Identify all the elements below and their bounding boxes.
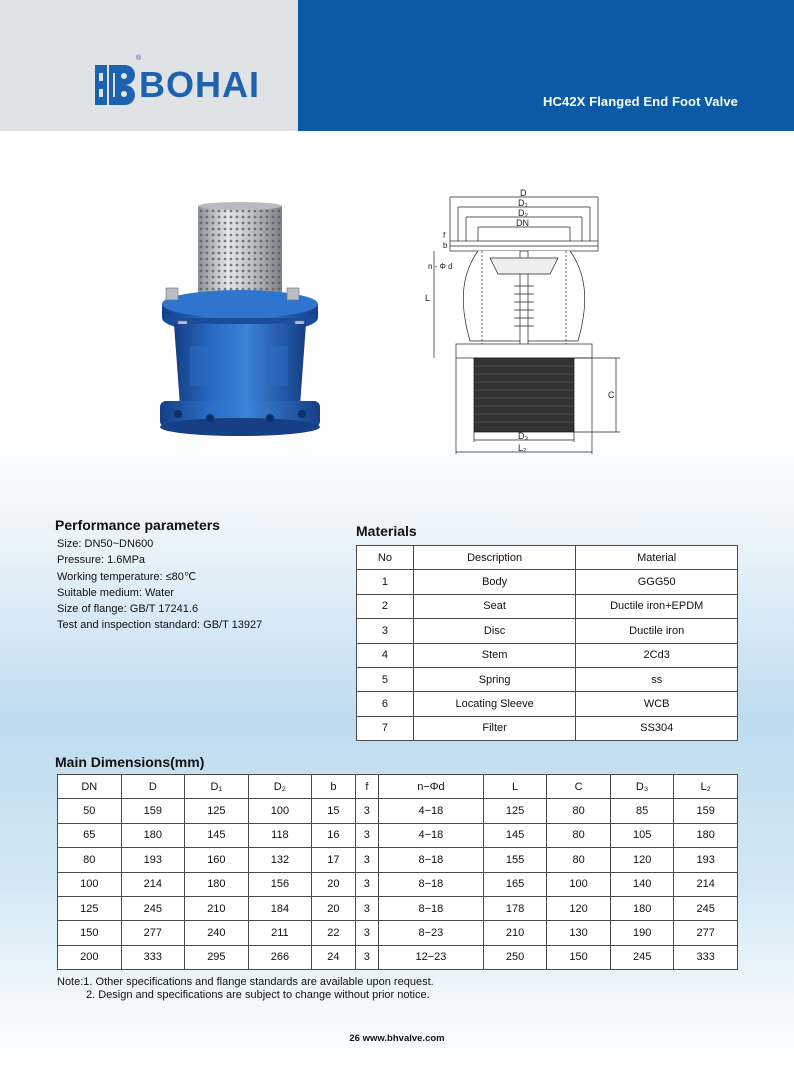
cell: 145: [185, 823, 249, 847]
cell: 210: [483, 921, 547, 945]
cell: 6: [357, 692, 414, 716]
cell: 120: [547, 896, 611, 920]
cell: 2Cd3: [576, 643, 738, 667]
header-cell: D: [121, 775, 185, 799]
cell: 4−18: [379, 799, 484, 823]
cell: 5: [357, 667, 414, 691]
perf-line: Test and inspection standard: GB/T 13927: [57, 619, 263, 632]
perf-line: Size: DN50~DN600: [57, 538, 154, 550]
label-f: f: [443, 231, 446, 240]
cell: 159: [121, 799, 185, 823]
cell: 15: [312, 799, 355, 823]
cell: 8−18: [379, 872, 484, 896]
table-row: [357, 619, 738, 643]
header-cell: f: [355, 775, 378, 799]
header-cell: L: [483, 775, 547, 799]
cell: 3: [355, 872, 378, 896]
cell: Filter: [413, 716, 576, 740]
note-line-2: 2. Design and specifications are subject to change without prior notice.: [86, 989, 430, 1001]
label-D2: D₂: [518, 208, 528, 218]
cell: 8−18: [379, 896, 484, 920]
header-cell: Description: [413, 546, 576, 570]
cell: 8−18: [379, 848, 484, 872]
cell: 20: [312, 896, 355, 920]
cell: 12−23: [379, 945, 484, 969]
cell: 125: [58, 896, 122, 920]
cell: 178: [483, 896, 547, 920]
cell: 150: [58, 921, 122, 945]
table-row: [357, 570, 738, 594]
cell: 7: [357, 716, 414, 740]
cell: 277: [121, 921, 185, 945]
cell: 100: [547, 872, 611, 896]
cell: 118: [248, 823, 312, 847]
cell: 3: [355, 799, 378, 823]
cell: 130: [547, 921, 611, 945]
registered-mark: ®: [136, 55, 142, 62]
label-D1: D₁: [518, 198, 528, 208]
cell: 17: [312, 848, 355, 872]
table-row: [357, 667, 738, 691]
cell: 140: [610, 872, 674, 896]
cell: 214: [674, 872, 738, 896]
cell: Ductile iron: [576, 619, 738, 643]
cell: 80: [547, 799, 611, 823]
cell: 65: [58, 823, 122, 847]
cell: 245: [674, 896, 738, 920]
cell: Spring: [413, 667, 576, 691]
header-cell: n−Φd: [379, 775, 484, 799]
table-header-row: [58, 775, 738, 799]
cell: 1: [357, 570, 414, 594]
table-row: [357, 643, 738, 667]
cell: 4: [357, 643, 414, 667]
cell: ss: [576, 667, 738, 691]
cell: 16: [312, 823, 355, 847]
cell: 180: [674, 823, 738, 847]
perf-line: Suitable medium: Water: [57, 586, 174, 599]
cell: 165: [483, 872, 547, 896]
cell: 8−23: [379, 921, 484, 945]
cell: Locating Sleeve: [413, 692, 576, 716]
cell: 145: [483, 823, 547, 847]
table-row: [58, 848, 738, 872]
cell: 20: [312, 872, 355, 896]
cell: 105: [610, 823, 674, 847]
cell: 150: [547, 945, 611, 969]
cell: Disc: [413, 619, 576, 643]
cell: 3: [355, 945, 378, 969]
cell: 100: [248, 799, 312, 823]
table-row: [58, 872, 738, 896]
cell: 24: [312, 945, 355, 969]
table-row: [58, 823, 738, 847]
cell: 180: [185, 872, 249, 896]
cell: Stem: [413, 643, 576, 667]
cell: 4−18: [379, 823, 484, 847]
cell: 3: [357, 619, 414, 643]
cell: 125: [483, 799, 547, 823]
materials-table: [356, 545, 738, 741]
cell: 132: [248, 848, 312, 872]
table-header-row: [357, 546, 738, 570]
cell: 120: [610, 848, 674, 872]
header-title-bar: [298, 0, 794, 131]
table-row: [58, 896, 738, 920]
cell: 200: [58, 945, 122, 969]
cell: SS304: [576, 716, 738, 740]
header-cell: b: [312, 775, 355, 799]
website-link[interactable]: www.bhvalve.com: [362, 1033, 445, 1044]
cell: 3: [355, 896, 378, 920]
cell: WCB: [576, 692, 738, 716]
cell: 180: [121, 823, 185, 847]
performance-list: [57, 536, 262, 634]
cell: 100: [58, 872, 122, 896]
brand-wordmark: BOHAI: [139, 64, 260, 105]
header-cell: C: [547, 775, 611, 799]
cell: 277: [674, 921, 738, 945]
label-L2: L₂: [518, 443, 527, 453]
note-line-1: Note:1. Other specifications and flange standards are available upon request.: [57, 976, 434, 988]
cell: Ductile iron+EPDM: [576, 594, 738, 618]
cell: Seat: [413, 594, 576, 618]
product-title: HC42X Flanged End Foot Valve: [543, 94, 738, 109]
cell: 295: [185, 945, 249, 969]
cell: GGG50: [576, 570, 738, 594]
cell: 2: [357, 594, 414, 618]
table-row: [357, 594, 738, 618]
cell: 193: [121, 848, 185, 872]
cell: 85: [610, 799, 674, 823]
header-cell: No: [357, 546, 414, 570]
cell: 155: [483, 848, 547, 872]
cell: 210: [185, 896, 249, 920]
header-cell: D₁: [185, 775, 249, 799]
cell: 80: [58, 848, 122, 872]
cell: 3: [355, 921, 378, 945]
cell: 80: [547, 823, 611, 847]
label-D: D: [520, 188, 527, 198]
dimensions-title: Main Dimensions(mm): [55, 754, 205, 770]
cell: 240: [185, 921, 249, 945]
technical-drawing: [420, 186, 625, 458]
cell: 333: [674, 945, 738, 969]
cell: 125: [185, 799, 249, 823]
header-cell: DN: [58, 775, 122, 799]
cell: 211: [248, 921, 312, 945]
logo-mark-icon: [95, 65, 135, 105]
performance-title: Performance parameters: [55, 517, 220, 533]
cell: 245: [610, 945, 674, 969]
page-footer: [0, 1033, 794, 1044]
cell: 266: [248, 945, 312, 969]
table-row: [357, 716, 738, 740]
cell: 214: [121, 872, 185, 896]
cell: 250: [483, 945, 547, 969]
cell: 193: [674, 848, 738, 872]
label-D3: D₃: [518, 431, 529, 441]
cell: 50: [58, 799, 122, 823]
dimensions-table: [57, 774, 738, 970]
cell: 180: [610, 896, 674, 920]
cell: 156: [248, 872, 312, 896]
cell: Body: [413, 570, 576, 594]
table-row: [58, 945, 738, 969]
perf-line: Pressure: 1.6MPa: [57, 554, 146, 567]
cell: 190: [610, 921, 674, 945]
table-row: [357, 692, 738, 716]
cell: 22: [312, 921, 355, 945]
perf-line: Working temperature: ≤80℃: [57, 570, 197, 583]
notes: [57, 976, 434, 1002]
label-n-phi-d: n - Φ d: [428, 262, 453, 271]
cell: 245: [121, 896, 185, 920]
cell: 159: [674, 799, 738, 823]
cell: 333: [121, 945, 185, 969]
header-cell: L₂: [674, 775, 738, 799]
header-cell: Material: [576, 546, 738, 570]
label-DN: DN: [516, 218, 529, 228]
cell: 80: [547, 848, 611, 872]
cell: 160: [185, 848, 249, 872]
label-b: b: [443, 241, 448, 250]
cell: 184: [248, 896, 312, 920]
header-cell: D₃: [610, 775, 674, 799]
materials-title: Materials: [356, 523, 417, 539]
product-photo: [150, 196, 330, 441]
label-C: C: [608, 390, 615, 400]
table-row: [58, 799, 738, 823]
cell: 3: [355, 823, 378, 847]
perf-line: Size of flange: GB/T 17241.6: [57, 603, 199, 616]
label-L: L: [425, 293, 431, 303]
table-row: [58, 921, 738, 945]
header-cell: D₂: [248, 775, 312, 799]
page-number: 26: [349, 1033, 360, 1044]
cell: 3: [355, 848, 378, 872]
brand-logo: [95, 65, 260, 105]
